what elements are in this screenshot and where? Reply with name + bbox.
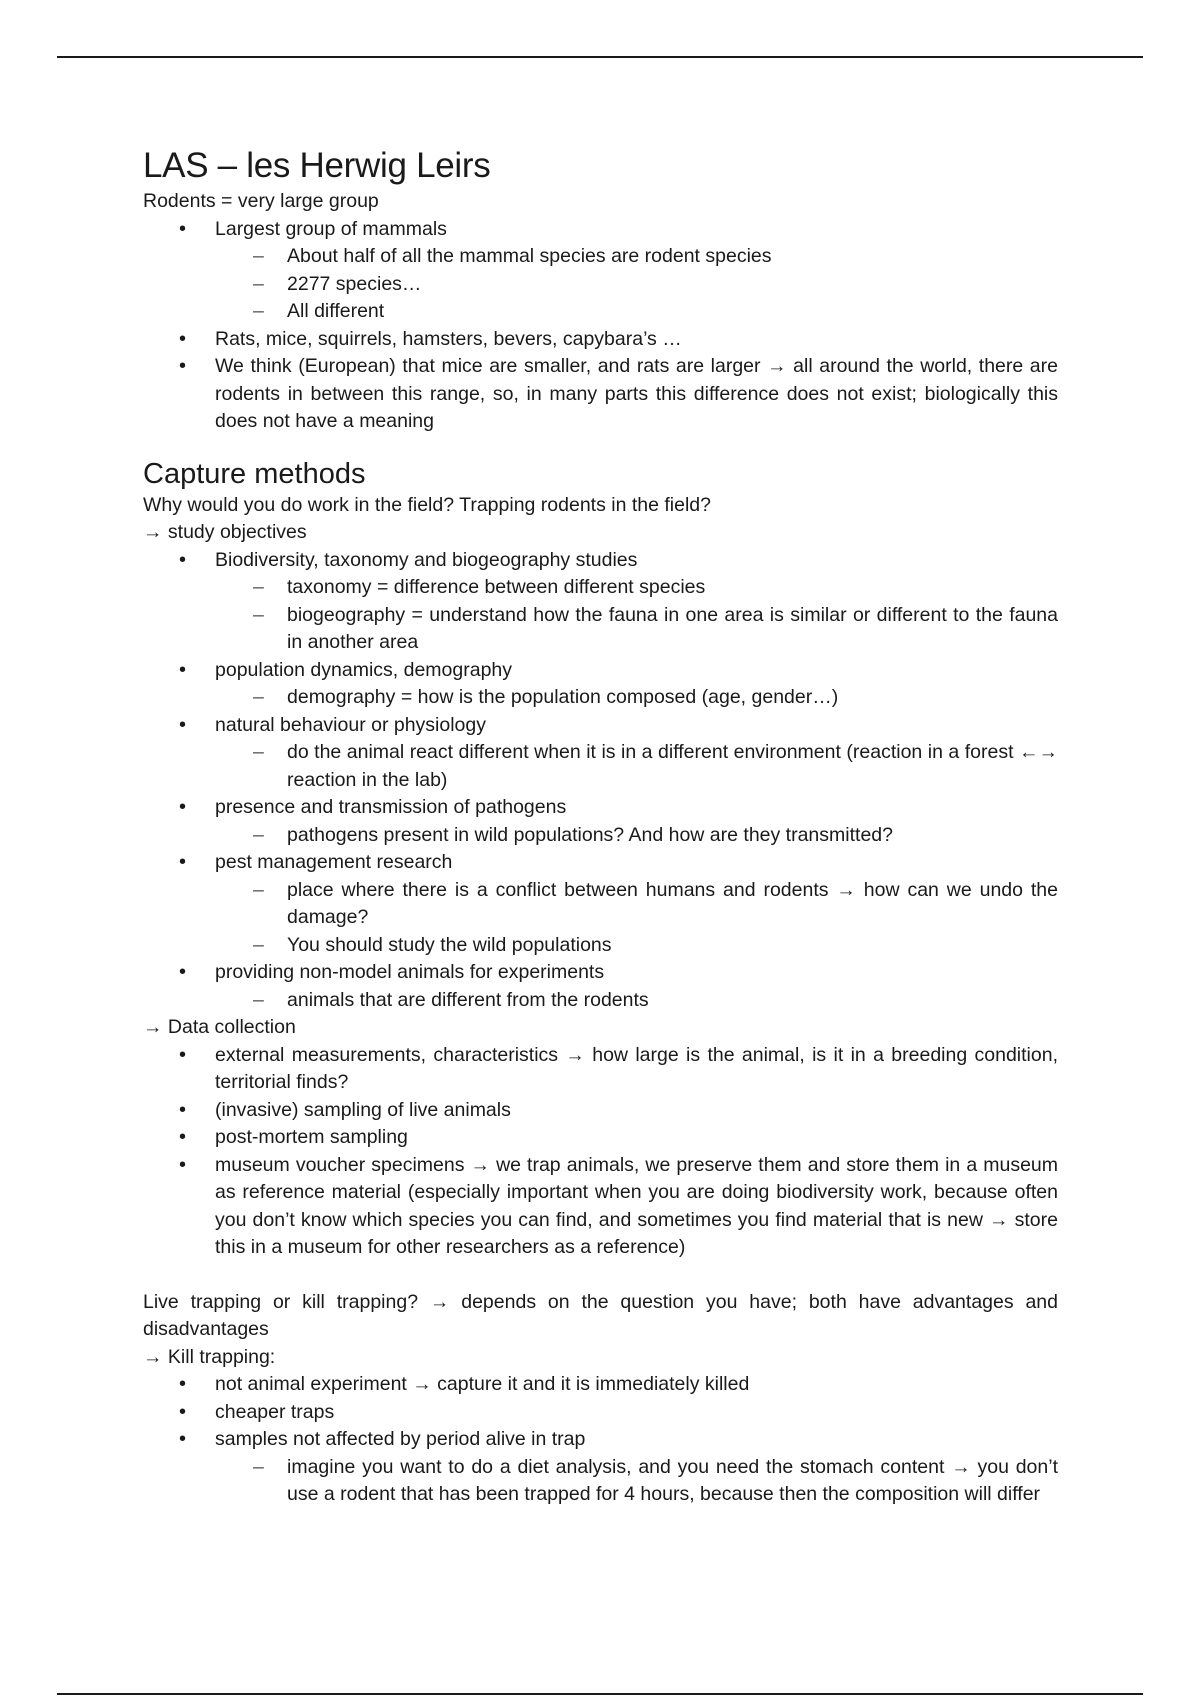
section-heading-capture-methods: Capture methods — [143, 457, 366, 490]
list-item: • Largest group of mammals – About half of all the mammal species are rodent species – 2277 species… – All different — [215, 216, 1058, 326]
sub-list-item: – animals that are different from the rodents — [287, 987, 1058, 1015]
sub-list — [215, 684, 1058, 712]
paragraph-gap — [143, 1262, 1058, 1289]
sub-list-item: – imagine you want to do a diet analysis, and you need the stomach content → you don’t use a rodent that has been trapped for 4 hours, because then the composition will differ — [287, 1454, 1058, 1509]
question-line: Why would you do work in the field? Trapping rodents in the field? — [143, 493, 711, 516]
list-item: • cheaper traps — [215, 1399, 1058, 1427]
kill-trapping-list — [143, 1371, 1058, 1509]
sub-list-item: – pathogens present in wild populations? And how are they transmitted? — [287, 822, 1058, 850]
sub-list — [215, 877, 1058, 960]
list-item: • We think (European) that mice are smaller, and rats are larger → all around the world, there are rodents in between this range, so, in many parts this difference does not exist; biologically this does not have a meaning — [215, 353, 1058, 436]
sub-list-item: – biogeography = understand how the fauna in one area is similar or different to the fauna in another area — [287, 602, 1058, 657]
sub-list-item: – You should study the wild populations — [287, 932, 1058, 960]
sub-list-item: – place where there is a conflict between humans and rodents → how can we undo the damage? — [287, 877, 1058, 932]
list-item: • natural behaviour or physiology – do the animal react different when it is in a different environment (reaction in a forest ←→ reaction in the lab) — [215, 712, 1058, 795]
sub-list — [215, 987, 1058, 1015]
document-title: LAS – les Herwig Leirs — [143, 146, 491, 185]
document-body — [143, 144, 1058, 1509]
sub-list — [215, 1454, 1058, 1509]
live-trapping-question: Live trapping or kill trapping? → depends on the question you have; both have advantages and disadvantages — [143, 1290, 1058, 1340]
page-bottom-rule — [57, 1693, 1143, 1695]
list-item: • Rats, mice, squirrels, hamsters, bevers, capybara’s … — [215, 326, 1058, 354]
list-item: • pest management research – place where there is a conflict between humans and rodents → how can we undo the damage? – You should study the wild populations — [215, 849, 1058, 959]
list-item: • population dynamics, demography – demography = how is the population composed (age, gender…) — [215, 657, 1058, 712]
list-item: • post-mortem sampling — [215, 1124, 1058, 1152]
intro-list — [143, 216, 1058, 436]
page-top-rule — [57, 56, 1143, 58]
list-item: • not animal experiment → capture it and it is immediately killed — [215, 1371, 1058, 1399]
list-item: • museum voucher specimens → we trap animals, we preserve them and store them in a museum as reference material (especially important when you are doing biodiversity work, because often you don’t know which species you can find, and sometimes you find material that is new → store this in a museum for other researchers as a reference) — [215, 1152, 1058, 1262]
sub-list — [215, 739, 1058, 794]
data-collection-list — [143, 1042, 1058, 1262]
sub-list — [215, 822, 1058, 850]
sub-list-item: – taxonomy = difference between different species — [287, 574, 1058, 602]
sub-list — [215, 574, 1058, 657]
list-item: • Biodiversity, taxonomy and biogeography studies – taxonomy = difference between different species – biogeography = understand how the fauna in one area is similar or different to the fauna in another area — [215, 547, 1058, 657]
list-item: • providing non-model animals for experiments – animals that are different from the rodents — [215, 959, 1058, 1014]
list-item: • presence and transmission of pathogens – pathogens present in wild populations? And how are they transmitted? — [215, 794, 1058, 849]
sub-list-item: – About half of all the mammal species are rodent species — [287, 243, 1058, 271]
sub-list-item: – do the animal react different when it is in a different environment (reaction in a forest ←→ reaction in the lab) — [287, 739, 1058, 794]
sub-list-item: – demography = how is the population composed (age, gender…) — [287, 684, 1058, 712]
sub-list-item: – All different — [287, 298, 1058, 326]
sub-list-item: – 2277 species… — [287, 271, 1058, 299]
objectives-label: → study objectives — [143, 521, 307, 543]
list-item: • samples not affected by period alive in trap – imagine you want to do a diet analysis, and you need the stomach content → you don’t use a rodent that has been trapped for 4 hours, because then the composition will differ — [215, 1426, 1058, 1509]
list-item: • external measurements, characteristics → how large is the animal, is it in a breeding condition, territorial finds? — [215, 1042, 1058, 1097]
objectives-list — [143, 547, 1058, 1015]
intro-line: Rodents = very large group — [143, 190, 379, 212]
data-collection-label: → Data collection — [143, 1016, 296, 1038]
kill-trapping-label: → Kill trapping: — [143, 1345, 276, 1368]
sub-list — [215, 243, 1058, 326]
list-item: • (invasive) sampling of live animals — [215, 1097, 1058, 1125]
